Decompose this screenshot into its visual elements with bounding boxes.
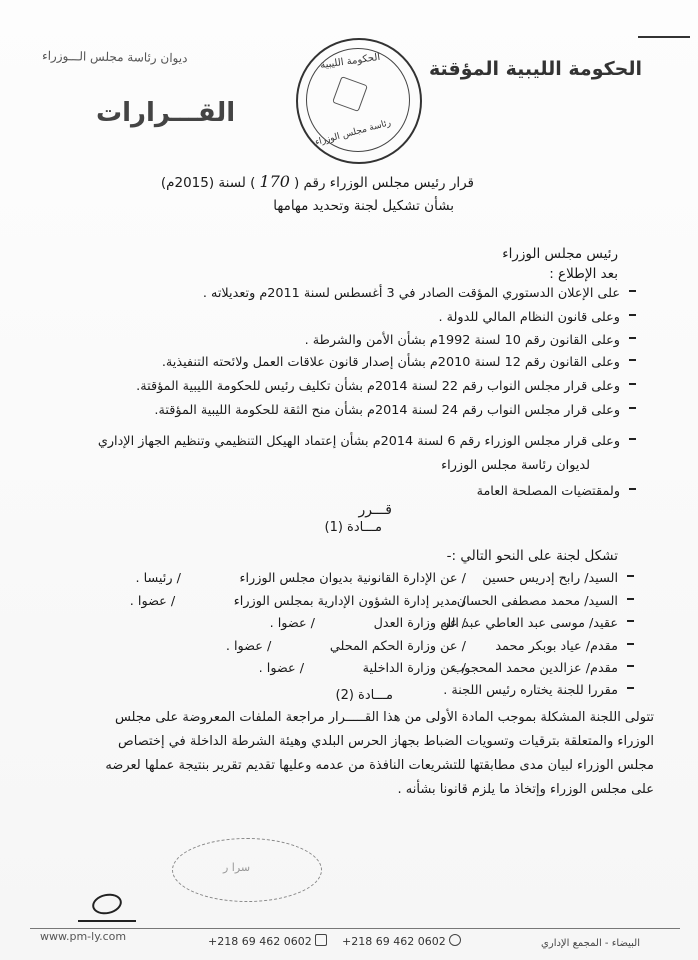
member-row <box>443 683 618 698</box>
government-title: الحكومة الليبية المؤقتة <box>428 58 642 80</box>
preamble-item: وعلى القانون رقم 12 لسنة 2010م بشأن إصدار قانون علاقات العمل ولائحته التنفيذية. <box>162 355 620 370</box>
official-seal <box>296 38 422 164</box>
scan-edge-mark <box>638 36 690 38</box>
signature <box>78 888 136 922</box>
fax-icon <box>315 934 327 946</box>
decision-heading: قـــرر <box>358 502 392 518</box>
member-name: السيد/ محمد مصطفى الحسان <box>456 594 618 609</box>
decree-prefix: قرار رئيس مجلس الوزراء رقم ( <box>293 175 474 191</box>
rapporteur: مقررا للجنة يختاره رئيس اللجنة . <box>443 683 618 698</box>
seal-text-bottom: رئاسة مجلس الوزراء <box>314 118 393 148</box>
member-role: / عضوا . <box>129 594 176 609</box>
footer-phone: +218 69 462 0602 <box>342 934 464 948</box>
member-role: / عضوا . <box>225 639 272 654</box>
preamble-item: وعلى القانون رقم 10 لسنة 1992م بشأن الأمن والشرطة . <box>305 333 620 348</box>
article-2-line: تتولى اللجنة المشكلة بموجب المادة الأولى من هذا القـــــرار مراجعة الملفات المعروضة على مجلس <box>114 710 654 725</box>
office-title: ديوان رئاسة مجلس الـــوزراء <box>41 48 188 66</box>
member-row <box>129 594 618 609</box>
footer-divider <box>30 928 680 929</box>
article-1-heading: مـــادة (1) <box>324 520 382 535</box>
seal-text-top: الحكومة الليبية <box>319 51 381 72</box>
member-row <box>225 639 618 654</box>
decree-title <box>161 172 474 191</box>
committee-intro: تشكل لجنة على النحو التالي :- <box>446 548 618 564</box>
preamble-item-continuation: لديوان رئاسة مجلس الوزراء <box>441 458 590 473</box>
member-org: / عن وزارة الداخلية <box>362 661 466 676</box>
preamble-item: وعلى قرار مجلس النواب رقم 22 لسنة 2014م بشأن تكليف رئيس للحكومة الليبية المؤقتة. <box>136 379 620 394</box>
preamble-item: وعلى قرار مجلس الوزراء رقم 6 لسنة 2014م بشأن إعتماد الهيكل التنظيمي وتنظيم الجهاز الإداري <box>98 434 620 449</box>
member-org: / عن وزارة العدل <box>373 616 466 631</box>
member-role: / عضوا . <box>269 616 315 631</box>
member-row <box>258 661 618 676</box>
footer-fax: +218 69 462 0602 <box>208 934 330 948</box>
member-role: / رئيسا . <box>135 571 181 586</box>
preamble-item: وعلى قانون النظام المالي للدولة . <box>439 310 620 325</box>
member-name: السيد/ رابح إدريس حسين <box>482 571 618 586</box>
footer-website: www.pm-ly.com <box>40 930 127 943</box>
member-name: مقدم/ عياد بوبكر محمد <box>495 639 618 654</box>
phone-icon <box>449 934 461 946</box>
member-name: مقدم/ عزالدين محمد المحجوب <box>452 661 618 676</box>
faded-stamp: سرا ر <box>172 838 322 902</box>
preamble-item: وعلى قرار مجلس النواب رقم 24 لسنة 2014م بشأن منح الثقة للحكومة الليبية المؤقتة. <box>154 403 620 418</box>
after-review: بعد الإطلاع : <box>549 266 618 282</box>
section-title: القـــرارات <box>96 98 236 128</box>
footer-location: البيضاء - المجمع الإداري <box>541 938 640 949</box>
member-org: / مدير إدارة الشؤون الإدارية بمجلس الوزراء <box>233 594 466 609</box>
member-org: / عن وزارة الحكم المحلي <box>329 639 466 654</box>
preamble-item: على الإعلان الدستوري المؤقت الصادر في 3 أغسطس لسنة 2011م وتعديلاته . <box>203 286 620 301</box>
article-2-heading: مـــادة (2) <box>335 688 393 703</box>
decree-suffix: ) لسنة (2015م) <box>160 175 256 191</box>
issuer: رئيس مجلس الوزراء <box>502 246 618 262</box>
article-2-line: الوزراء والمتعلقة بترقيات وتسويات الضباط بجهاز الحرس البلدي وهيئة الشرطة الداخلة في إختصاص <box>118 734 654 749</box>
article-2-line: مجلس الوزراء لبيان مدى مطابقتها للتشريعات النافذة من عدمه وعليها تقديم تقرير بنتيجة عملها لعرضه <box>105 758 654 773</box>
article-2-line: على مجلس الوزراء وإتخاذ ما يلزم قانونا بشأنه . <box>397 782 654 797</box>
decree-number: 170 <box>259 172 290 191</box>
preamble-item: ولمقتضيات المصلحة العامة <box>477 484 620 499</box>
member-role: / عضوا . <box>258 661 305 676</box>
member-org: / عن الإدارة القانونية بديوان مجلس الوزراء <box>239 571 466 586</box>
member-name: عقيد/ موسى عبد العاطي عبد الله <box>440 616 618 631</box>
member-row <box>269 616 618 631</box>
member-row <box>135 571 618 586</box>
decree-subject: بشأن تشكيل لجنة وتحديد مهامها <box>273 198 454 214</box>
